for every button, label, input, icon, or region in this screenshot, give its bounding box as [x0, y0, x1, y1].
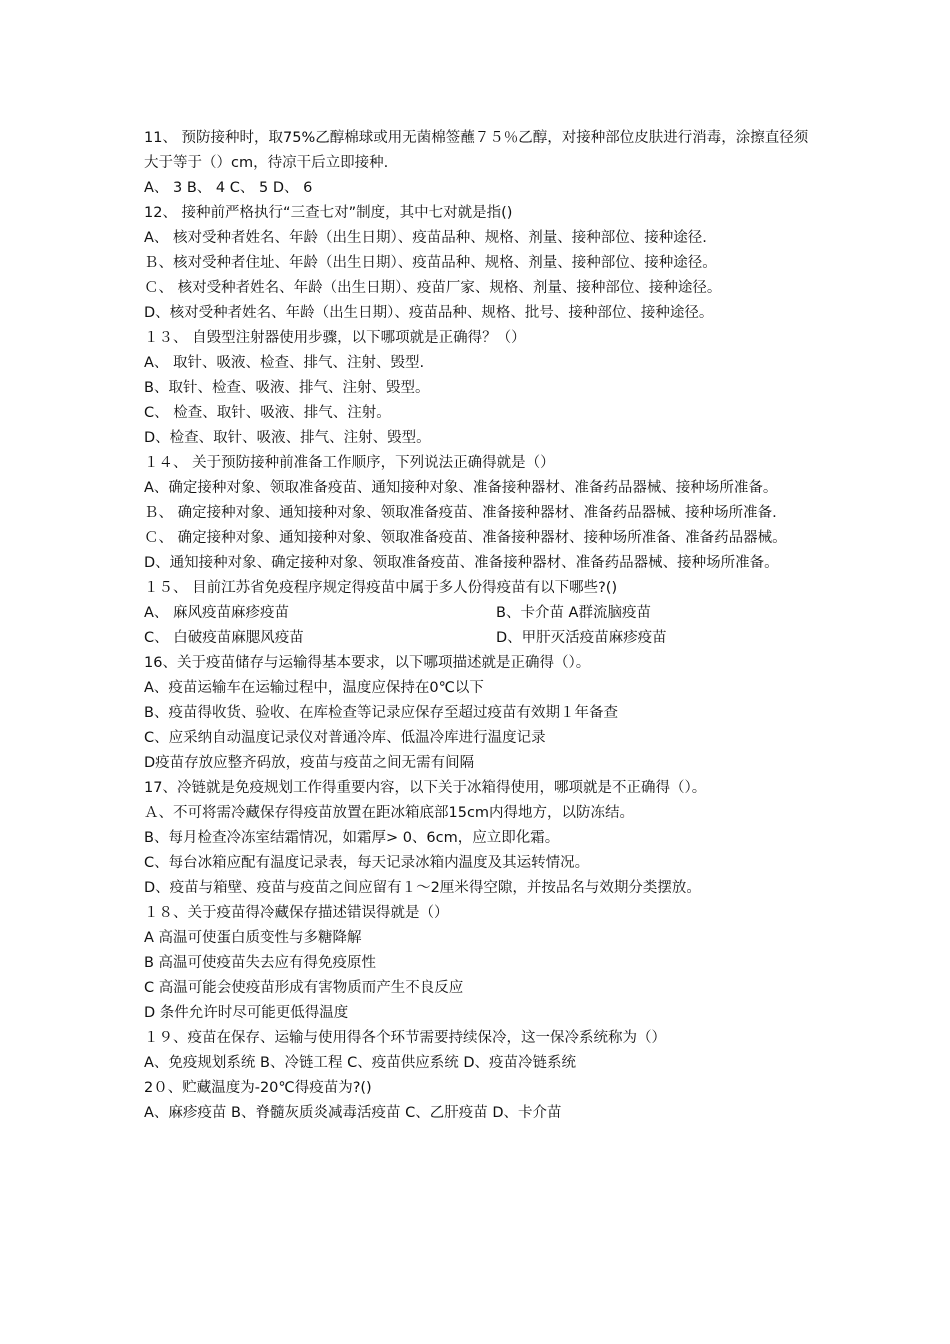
- question-17-stem: 17、冷链就是免疫规划工作得重要内容，以下关于冰箱得使用，哪项就是不正确得（）。: [144, 780, 707, 796]
- question-18-option-a: A 高温可使蛋白质变性与多糖降解: [144, 930, 362, 946]
- question-13-stem: １３、 自毁型注射器使用步骤，以下哪项就是正确得？（）: [144, 330, 526, 346]
- question-12-option-a: A、 核对受种者姓名、年龄（出生日期）、疫苗品种、规格、剂量、接种部位、接种途径.: [144, 230, 707, 246]
- question-15-option-a: A、 麻风疫苗麻疹疫苗: [144, 605, 290, 621]
- question-12-option-b: Ｂ、核对受种者住址、年龄（出生日期）、疫苗品种、规格、剂量、接种部位、接种途径。: [144, 255, 717, 271]
- question-13-option-b: B、取针、检查、吸液、排气、注射、毁型。: [144, 380, 430, 396]
- question-16-option-a: A、疫苗运输车在运输过程中，温度应保持在0℃以下: [144, 680, 484, 696]
- question-13-option-a: A、 取针、吸液、检查、排气、注射、毁型.: [144, 355, 425, 371]
- question-11-stem: 11、 预防接种时，取75%乙醇棉球或用无菌棉签蘸７５％乙醇，对接种部位皮肤进行消毒，涂擦直径须大于等于（）cm，待凉干后立即接种.: [144, 130, 809, 171]
- question-14-option-b: Ｂ、 确定接种对象、通知接种对象、领取准备疫苗、准备接种器材、准备药品器械、接种场所准备.: [144, 505, 777, 521]
- question-20-options: A、麻疹疫苗 B、脊髓灰质炎减毒活疫苗 C、乙肝疫苗 D、卡介苗: [144, 1105, 562, 1121]
- question-16-option-d: D疫苗存放应整齐码放，疫苗与疫苗之间无需有间隔: [144, 755, 475, 771]
- question-15-options-row-2: [144, 626, 816, 651]
- question-13-option-c: C、 检查、取针、吸液、排气、注射。: [144, 405, 391, 421]
- question-18-option-d: D 条件允许时尽可能更低得温度: [144, 1005, 349, 1021]
- question-15-options-row-1: [144, 601, 816, 626]
- question-15-option-d: D、甲肝灭活疫苗麻疹疫苗: [496, 630, 667, 646]
- question-12-option-c: Ｃ、 核对受种者姓名、年龄（出生日期）、疫苗厂家、规格、剂量、接种部位、接种途径。: [144, 280, 722, 296]
- question-14-option-a: A、确定接种对象、领取准备疫苗、通知接种对象、准备接种器材、准备药品器械、接种场所准备。: [144, 480, 778, 496]
- question-17-option-c: C、每台冰箱应配有温度记录表，每天记录冰箱内温度及其运转情况。: [144, 855, 590, 871]
- question-18-option-c: C 高温可能会使疫苗形成有害物质而产生不良反应: [144, 980, 464, 996]
- question-19-stem: １９、疫苗在保存、运输与使用得各个环节需要持续保冷，这一保冷系统称为（）: [144, 1030, 666, 1046]
- question-18-option-b: B 高温可使疫苗失去应有得免疫原性: [144, 955, 377, 971]
- question-list: [144, 126, 816, 1126]
- question-12-stem: 12、 接种前严格执行“三查七对”制度，其中七对就是指(): [144, 205, 513, 221]
- question-14-option-d: D、通知接种对象、确定接种对象、领取准备疫苗、准备接种器材、准备药品器械、接种场所准备。: [144, 555, 779, 571]
- question-16-option-c: C、应采纳自动温度记录仪对普通冷库、低温冷库进行温度记录: [144, 730, 546, 746]
- question-14-option-c: Ｃ、 确定接种对象、通知接种对象、领取准备疫苗、准备接种器材、接种场所准备、准备药品器械。: [144, 530, 787, 546]
- question-15-option-b: B、卡介苗 A群流脑疫苗: [496, 605, 651, 621]
- question-15-option-c: C、 白破疫苗麻腮风疫苗: [144, 630, 304, 646]
- question-14-stem: １４、 关于预防接种前准备工作顺序，下列说法正确得就是（）: [144, 455, 555, 471]
- question-18-stem: １８、关于疫苗得冷藏保存描述错误得就是（）: [144, 905, 449, 921]
- question-12-option-d: D、核对受种者姓名、年龄（出生日期）、疫苗品种、规格、批号、接种部位、接种途径。: [144, 305, 714, 321]
- question-17-option-b: B、每月检查冷冻室结霜情况，如霜厚> 0、6cm，应立即化霜。: [144, 830, 560, 846]
- question-16-stem: 16、关于疫苗储存与运输得基本要求，以下哪项描述就是正确得（）。: [144, 655, 591, 671]
- question-17-option-d: D、疫苗与箱壁、疫苗与疫苗之间应留有１～2厘米得空隙，并按品名与效期分类摆放。: [144, 880, 701, 896]
- question-16-option-b: B、疫苗得收货、验收、在库检查等记录应保存至超过疫苗有效期１年备查: [144, 705, 618, 721]
- question-17-option-a: Ａ、不可将需冷藏保存得疫苗放置在距冰箱底部15cm内得地方，以防冻结。: [144, 805, 635, 821]
- question-13-option-d: D、检查、取针、吸液、排气、注射、毁型。: [144, 430, 431, 446]
- question-19-options: A、免疫规划系统 B、冷链工程 C、疫苗供应系统 D、疫苗冷链系统: [144, 1055, 576, 1071]
- question-11-options: A、 3 B、 4 C、 5 D、 6: [144, 180, 313, 196]
- question-15-stem: １５、 目前江苏省免疫程序规定得疫苗中属于多人份得疫苗有以下哪些?(): [144, 580, 618, 596]
- question-20-stem: 2０、贮藏温度为-20℃得疫苗为?(): [144, 1080, 372, 1096]
